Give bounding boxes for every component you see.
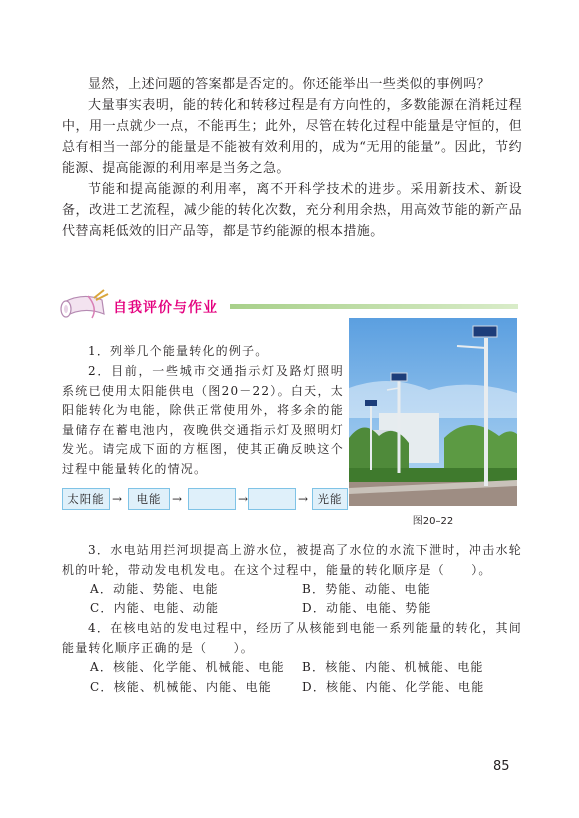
section-title: 自我评价与作业 bbox=[113, 300, 218, 316]
page-number: 85 bbox=[493, 759, 510, 774]
option[interactable]: A．动能、势能、电能 bbox=[90, 582, 219, 596]
section-divider bbox=[230, 304, 518, 309]
flow-box-1: 太阳能 bbox=[62, 488, 110, 510]
flow-arrow-1: → bbox=[112, 492, 123, 506]
exercise-4: 4．在核电站的发电过程中，经历了从核能到电能一系列能量的转化，其间能量转化顺序正确的是（ ）。 bbox=[62, 621, 522, 655]
flow-arrow-2: → bbox=[172, 492, 183, 506]
option[interactable]: D．核能、内能、化学能、电能 bbox=[302, 680, 485, 694]
solar-streetlight-photo bbox=[349, 318, 517, 506]
exercise-3: 3．水电站用拦河坝提高上游水位，被提高了水位的水流下泄时，冲击水轮机的叶轮，带动发电机发电。在这个过程中，能量的转化顺序是（ ）。 bbox=[62, 543, 522, 577]
flow-box-3[interactable] bbox=[188, 488, 236, 510]
flow-arrow-3: → bbox=[238, 492, 249, 506]
exercise-1: 1．列举几个能量转化的例子。 bbox=[88, 344, 269, 358]
intro-paragraph-2: 大量事实表明，能的转化和转移过程是有方向性的，多数能源在消耗过程中，用一点就少一点，不能再生；此外，尽管在转化过程中能量是守恒的，但总有相当一部分的能量是不能被有效利用的，成为“无用的能量”。因此，节约能源、提高能源的利用率是当务之急。 bbox=[62, 98, 522, 176]
flow-box-2: 电能 bbox=[128, 488, 170, 510]
option[interactable]: C．核能、机械能、内能、电能 bbox=[90, 680, 272, 694]
option[interactable]: B．势能、动能、电能 bbox=[302, 582, 431, 596]
intro-paragraph-1: 显然，上述问题的答案都是否定的。你还能举出一些类似的事例吗？ bbox=[88, 77, 491, 92]
flow-arrow-4: → bbox=[298, 492, 309, 506]
option[interactable]: C．内能、电能、动能 bbox=[90, 601, 220, 615]
option[interactable]: D．动能、电能、势能 bbox=[302, 601, 432, 615]
figure-caption: 图20–22 bbox=[412, 516, 454, 527]
option[interactable]: A．核能、化学能、机械能、电能 bbox=[90, 660, 285, 674]
intro-paragraph-3: 节能和提高能源的利用率，离不开科学技术的进步。采用新技术、新设备，改进工艺流程，减少能的转化次数，充分利用余热，用高效节能的新产品代替高耗低效的旧产品等，都是节约能源的根本措施。 bbox=[62, 182, 522, 239]
option[interactable]: B．核能、内能、机械能、电能 bbox=[302, 660, 484, 674]
flow-box-5: 光能 bbox=[312, 488, 348, 510]
scroll-icon bbox=[58, 288, 110, 324]
exercise-2: 2．目前，一些城市交通指示灯及路灯照明系统已使用太阳能供电（图20－22）。白天，太阳能转化为电能，除供正常使用外，将多余的能量储存在蓄电池内，夜晚供交通指示灯及照明灯发光。请完成下面的方框图，使其正确反映这个过程中能量转化的情况。 bbox=[62, 364, 344, 476]
flow-box-4[interactable] bbox=[248, 488, 296, 510]
